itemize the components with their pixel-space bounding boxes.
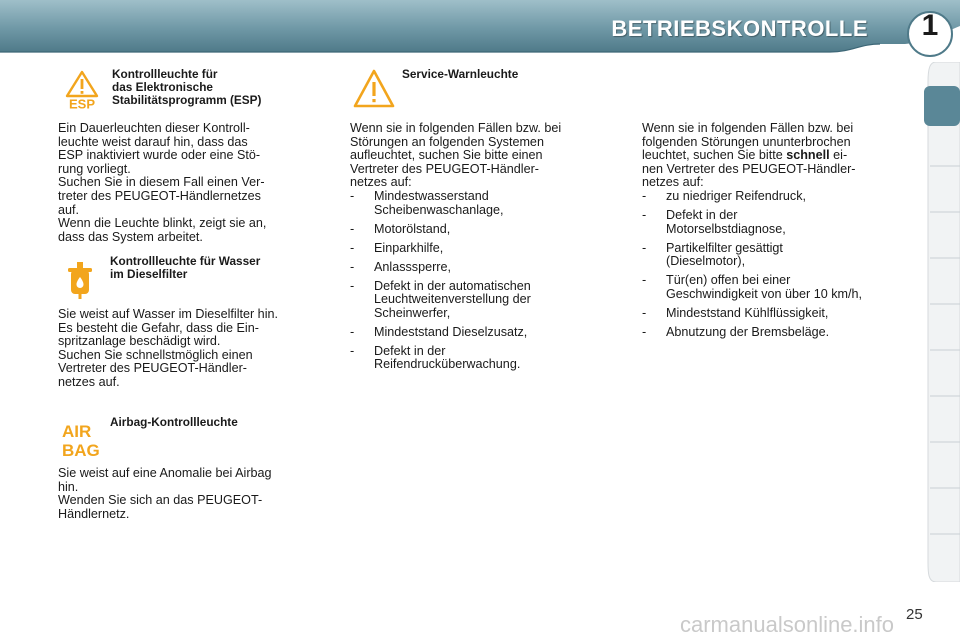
page-number: 25 bbox=[906, 606, 923, 623]
esp-body-line: leuchte weist darauf hin, dass das bbox=[58, 134, 248, 149]
list-item bbox=[642, 307, 906, 321]
list-item bbox=[642, 242, 906, 269]
water-body bbox=[58, 308, 320, 390]
list-item-line: Defekt in der bbox=[666, 207, 738, 222]
water-body-line: Vertreter des PEUGEOT-Händler- bbox=[58, 361, 247, 376]
list-item-line: Motorölstand, bbox=[374, 221, 451, 236]
airbag-body-line: hin. bbox=[58, 479, 79, 494]
service-intro-line: Wenn sie in folgenden Fällen bzw. bei bbox=[350, 121, 562, 135]
esp-body-line: rung vorliegt. bbox=[58, 161, 131, 176]
esp-heading-line: Kontrollleuchte für bbox=[112, 67, 218, 81]
list-item bbox=[350, 223, 612, 237]
urgent-intro-text: ei- bbox=[829, 148, 848, 163]
chapter-number-badge: 1 bbox=[921, 9, 939, 42]
list-item bbox=[350, 261, 612, 275]
list-item bbox=[642, 326, 906, 340]
urgent-intro-emphasis: schnell bbox=[786, 148, 830, 163]
list-item bbox=[642, 274, 906, 301]
service-intro-line: Vertreter des PEUGEOT-Händler- bbox=[350, 161, 539, 176]
list-dash: - bbox=[350, 343, 355, 358]
urgent-intro-line bbox=[642, 149, 906, 163]
list-item-line: Leuchtweitenverstellung der bbox=[374, 292, 531, 307]
service-intro-line: netzes auf: bbox=[350, 175, 412, 190]
airbag-body bbox=[58, 467, 320, 521]
service-urgent-list bbox=[642, 190, 906, 339]
service-intro-line: Störungen an folgenden Systemen bbox=[350, 134, 544, 149]
water-body-line: Es besteht die Gefahr, dass die Ein- bbox=[58, 320, 259, 335]
esp-heading-line: das Elektronische bbox=[112, 80, 213, 94]
header-band bbox=[0, 0, 960, 58]
list-item bbox=[350, 242, 612, 256]
airbag-body-line: Sie weist auf eine Anomalie bei Airbag bbox=[58, 466, 272, 480]
list-item bbox=[350, 345, 612, 372]
service-list bbox=[350, 190, 612, 372]
esp-body-line: treter des PEUGEOT-Händlernetzes bbox=[58, 188, 261, 203]
esp-body bbox=[58, 122, 320, 244]
list-item-line: Defekt in der bbox=[374, 343, 446, 358]
urgent-intro-line: Wenn sie in folgenden Fällen bzw. bei bbox=[642, 121, 854, 135]
list-dash: - bbox=[350, 240, 355, 255]
list-dash: - bbox=[642, 273, 647, 288]
list-item-line: zu niedriger Reifendruck, bbox=[666, 188, 807, 203]
service-body bbox=[350, 122, 612, 377]
esp-body-line: dass das System arbeitet. bbox=[58, 229, 203, 244]
urgent-intro-line: folgenden Störungen ununterbrochen bbox=[642, 134, 851, 149]
airbag-icon-label-top: AIR bbox=[62, 422, 92, 441]
airbag-icon-label-bottom: BAG bbox=[62, 441, 100, 460]
list-item-line: Reifendrucküberwachung. bbox=[374, 357, 521, 372]
esp-body-line: Suchen Sie in diesem Fall einen Ver- bbox=[58, 175, 265, 190]
esp-body-line: Wenn die Leuchte blinkt, zeigt sie an, bbox=[58, 216, 267, 231]
service-intro bbox=[350, 122, 612, 190]
list-item-line: Partikelfilter gesättigt bbox=[666, 240, 783, 255]
service-intro-line: aufleuchtet, suchen Sie bitte einen bbox=[350, 148, 543, 163]
list-item bbox=[642, 209, 906, 236]
water-heading bbox=[110, 255, 320, 281]
page-header-title: BETRIEBSKONTROLLE bbox=[611, 16, 868, 41]
service-heading: Service-Warnleuchte bbox=[402, 67, 519, 81]
airbag-icon bbox=[60, 420, 104, 460]
water-body-line: netzes auf. bbox=[58, 374, 120, 389]
airbag-body-line: Händlernetz. bbox=[58, 506, 130, 521]
service-urgent-intro bbox=[642, 122, 906, 190]
list-item-line: Motorselbstdiagnose, bbox=[666, 221, 786, 236]
list-item-line: Einparkhilfe, bbox=[374, 240, 444, 255]
list-dash: - bbox=[350, 221, 355, 236]
list-item bbox=[642, 190, 906, 204]
urgent-intro-line: netzes auf: bbox=[642, 175, 704, 190]
watermark-text: carmanualsonline.info bbox=[680, 612, 895, 637]
list-dash: - bbox=[350, 259, 355, 274]
esp-warning-icon bbox=[64, 70, 100, 110]
list-item-line: Mindestwasserstand bbox=[374, 188, 489, 203]
esp-body-line: auf. bbox=[58, 202, 80, 217]
chapter-tab-strip-graphic bbox=[924, 62, 960, 582]
water-heading-line: im Dieselfilter bbox=[110, 267, 188, 281]
list-item-line: Scheibenwaschanlage, bbox=[374, 202, 504, 217]
esp-body-line: Ein Dauerleuchten dieser Kontroll- bbox=[58, 121, 250, 135]
urgent-intro-text: leuchtet, suchen Sie bitte bbox=[642, 148, 787, 163]
water-heading-line: Kontrollleuchte für Wasser bbox=[110, 254, 261, 268]
list-dash: - bbox=[642, 188, 647, 203]
list-item-line: Mindeststand Kühlflüssigkeit, bbox=[666, 305, 829, 320]
water-in-fuel-icon bbox=[62, 260, 98, 302]
water-body-line: Sie weist auf Wasser im Dieselfilter hin. bbox=[58, 307, 278, 321]
service-urgent-body bbox=[642, 122, 906, 345]
list-item-line: Defekt in der automatischen bbox=[374, 278, 531, 293]
list-item-line: Anlasssperre, bbox=[374, 259, 451, 274]
chapter-tab-strip bbox=[924, 62, 960, 582]
esp-heading-line: Stabilitätsprogramm (ESP) bbox=[112, 93, 262, 107]
list-item bbox=[350, 280, 612, 321]
list-item-line: Tür(en) offen bei einer bbox=[666, 273, 791, 288]
list-dash: - bbox=[642, 207, 647, 222]
water-body-line: Suchen Sie schnellstmöglich einen bbox=[58, 347, 253, 362]
list-item-line: Scheinwerfer, bbox=[374, 305, 451, 320]
list-dash: - bbox=[642, 240, 647, 255]
list-dash: - bbox=[350, 278, 355, 293]
list-dash: - bbox=[350, 324, 355, 339]
airbag-heading: Airbag-Kontrollleuchte bbox=[110, 415, 238, 429]
service-warning-icon bbox=[352, 68, 396, 110]
urgent-intro-line: nen Vertreter des PEUGEOT-Händler- bbox=[642, 161, 856, 176]
list-item-line: (Dieselmotor), bbox=[666, 254, 746, 269]
list-item bbox=[350, 326, 612, 340]
esp-body-line: ESP inaktiviert wurde oder eine Stö- bbox=[58, 148, 261, 163]
list-item-line: Abnutzung der Bremsbeläge. bbox=[666, 324, 830, 339]
esp-icon-label: ESP bbox=[68, 96, 96, 110]
list-item bbox=[350, 190, 612, 217]
list-dash: - bbox=[642, 324, 647, 339]
list-dash: - bbox=[350, 188, 355, 203]
esp-heading bbox=[112, 68, 322, 107]
list-dash: - bbox=[642, 305, 647, 320]
list-item-line: Geschwindigkeit von über 10 km/h, bbox=[666, 286, 863, 301]
airbag-body-line: Wenden Sie sich an das PEUGEOT- bbox=[58, 493, 263, 508]
list-item-line: Mindeststand Dieselzusatz, bbox=[374, 324, 528, 339]
water-body-line: spritzanlage beschädigt wird. bbox=[58, 334, 221, 349]
